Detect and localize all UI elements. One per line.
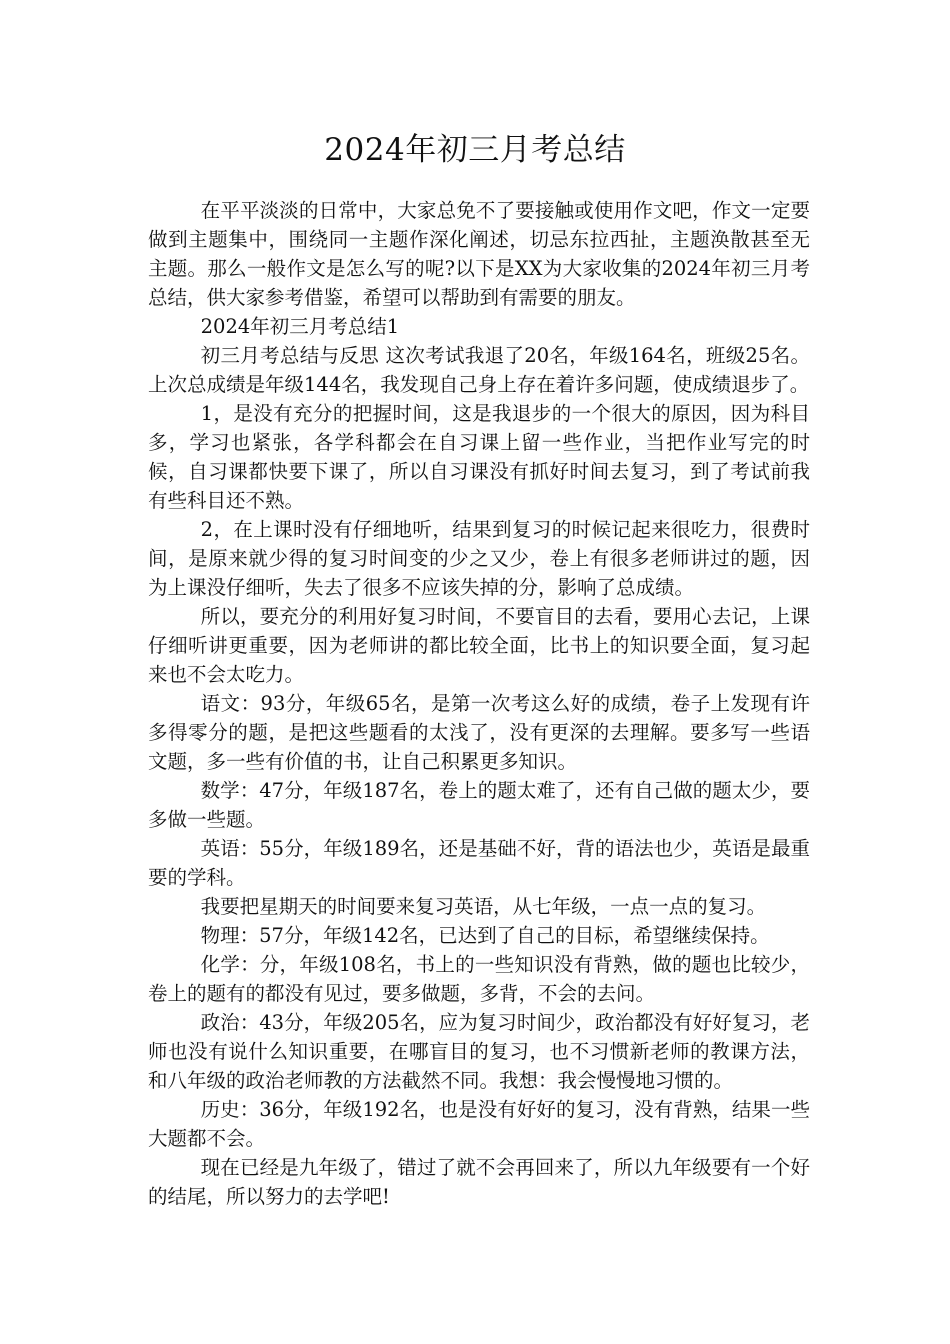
document-body bbox=[148, 196, 810, 1211]
intro-paragraph: 在平平淡淡的日常中，大家总免不了要接触或使用作文吧，作文一定要做到主题集中，围绕同一主题作深化阐述，切忌东拉西扯，主题涣散甚至无主题。那么一般作文是怎么写的呢?以下是XX为大家收集的2024年初三月考总结，供大家参考借鉴，希望可以帮助到有需要的朋友。 bbox=[148, 199, 810, 309]
subject-paragraph-physics: 物理：57分，年级142名，已达到了自己的目标，希望继续保持。 bbox=[200, 924, 770, 947]
section-heading: 2024年初三月考总结1 bbox=[200, 315, 400, 338]
body-paragraph: 我要把星期天的时间要来复习英语，从七年级，一点一点的复习。 bbox=[200, 895, 767, 918]
subject-paragraph-chinese: 语文：93分，年级65名，是第一次考这么好的成绩，卷子上发现有许多得零分的题，是把这些题看的太浅了，没有更深的去理解。要多写一些语文题，多一些有价值的书，让自己积累更多知识。 bbox=[148, 692, 810, 773]
subject-paragraph-chemistry: 化学：分，年级108名，书上的一些知识没有背熟，做的题也比较少，卷上的题有的都没有见过，要多做题，多背，不会的去问。 bbox=[148, 953, 810, 1005]
body-paragraph: 1，是没有充分的把握时间，这是我退步的一个很大的原因，因为科目多，学习也紧张，各学科都会在自习课上留一些作业，当把作业写完的时候，自习课都快要下课了，所以自习课没有抓好时间去复习，到了考试前我有些科目还不熟。 bbox=[148, 402, 810, 512]
subject-paragraph-english: 英语：55分，年级189名，还是基础不好，背的语法也少，英语是最重要的学科。 bbox=[148, 837, 810, 889]
body-paragraph: 所以，要充分的利用好复习时间，不要盲目的去看，要用心去记，上课仔细听讲更重要，因为老师讲的都比较全面，比书上的知识要全面，复习起来也不会太吃力。 bbox=[148, 605, 810, 686]
subject-paragraph-politics: 政治：43分，年级205名，应为复习时间少，政治都没有好好复习，老师也没有说什么知识重要，在哪盲目的复习，也不习惯新老师的教课方法，和八年级的政治老师教的方法截然不同。我想：我会慢慢地习惯的。 bbox=[148, 1011, 810, 1092]
page-title: 2024年初三月考总结 bbox=[324, 132, 626, 168]
closing-paragraph: 现在已经是九年级了，错过了就不会再回来了，所以九年级要有一个好的结尾，所以努力的去学吧! bbox=[148, 1156, 810, 1208]
body-paragraph: 2，在上课时没有仔细地听，结果到复习的时候记起来很吃力，很费时间，是原来就少得的复习时间变的少之又少，卷上有很多老师讲过的题，因为上课没仔细听，失去了很多不应该失掉的分，影响了总成绩。 bbox=[148, 518, 810, 599]
subject-paragraph-history: 历史：36分，年级192名，也是没有好好的复习，没有背熟，结果一些大题都不会。 bbox=[148, 1098, 810, 1150]
body-paragraph: 初三月考总结与反思 这次考试我退了20名，年级164名，班级25名。上次总成绩是年级144名，我发现自己身上存在着许多问题，使成绩退步了。 bbox=[148, 344, 810, 396]
subject-paragraph-math: 数学：47分，年级187名，卷上的题太难了，还有自己做的题太少，要多做一些题。 bbox=[148, 779, 810, 831]
